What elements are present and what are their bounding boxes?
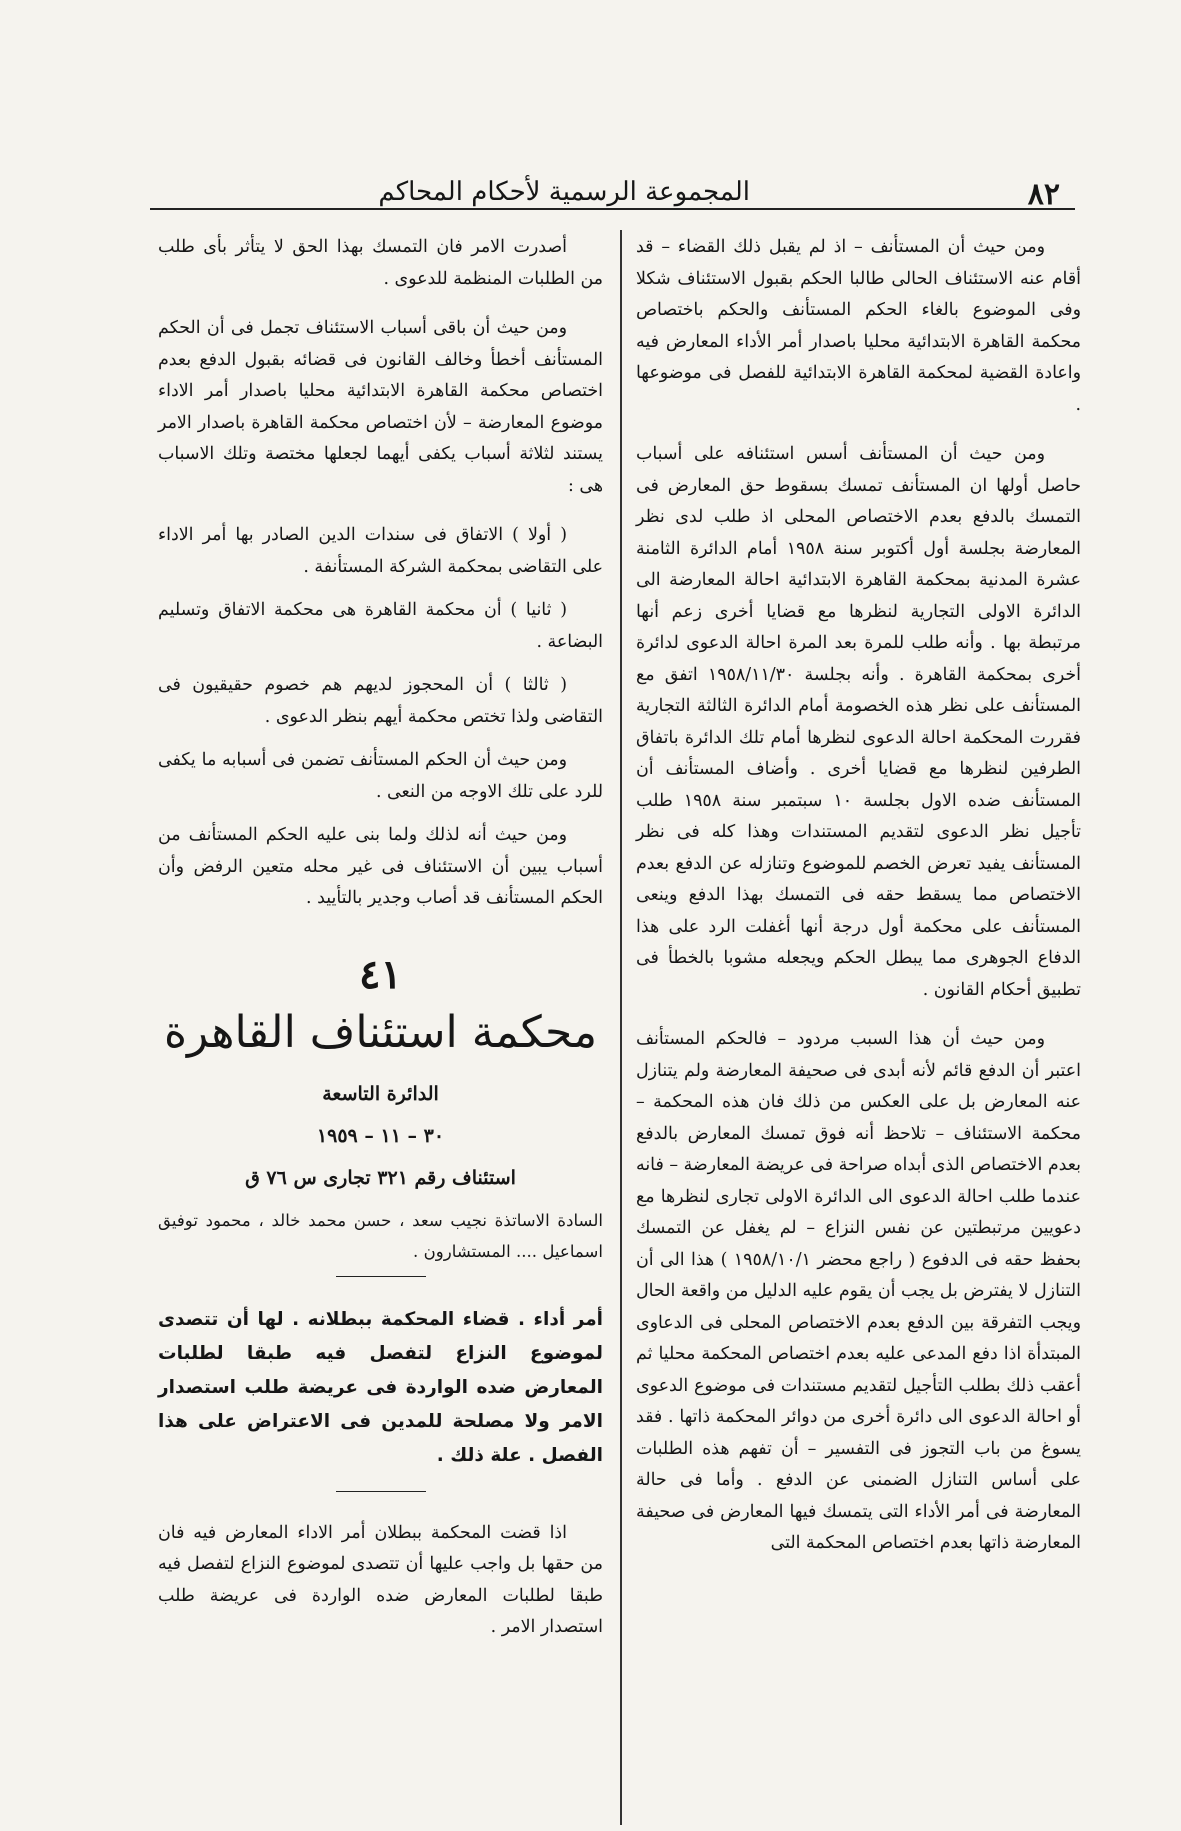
header-rule: [150, 208, 1075, 210]
paragraph: ومن حيث أن هذا السبب مردود – فالحكم المستأنف اعتبر أن الدفع قائم لأنه أبدى فى صحيفة المعارضة ولم يتنازل عنه المعارض بل على العكس من ذلك فان هذه المحكمة – محكمة الاستئناف – تلاحظ أنه فوق تمسك المعارض بالدفع بعدم الاختصاص الذى أبداه صراحة فى عريضة المعارضة – فانه عندما طلب احالة الدعوى الى الدائرة الاولى تجارى لنظرها مع دعويين مرتبطتين عن نفس النزاع – لم يغفل عن التمسك بحفظ حقه فى الدفوع ( راجع محضر ١٩٥٨/١٠/١ ) هذا الى أن التنازل لا يفترض بل يجب أن يقوم عليه الدليل من واقعة الحال ويجب التفرقة بين الدفع بعدم الاختصاص المحلى فى الدعاوى المبتدأة اذا دفع المدعى عليه بعدم اختصاص المحكمة محليا ثم أعقب ذلك بطلب التأجيل لتقديم مستندات فى موضوع الدعوى أو احالة الدعوى الى دائرة أخرى من دوائر المحكمة ذاتها . فقد يسوغ من باب التجوز فى التفسير – أن تفهم هذه الطلبات على أساس التنازل الضمنى عن الدفع . وأما فى حالة المعارضة فى أمر الأداء التى يتمسك فيها المعارض فى صحيفة المعارضة ذاتها بعدم اختصاص المحكمة التى: [636, 1029, 1081, 1553]
separator-rule: [336, 1276, 426, 1277]
paragraph: ومن حيث أن المستأنف أسس استئنافه على أسباب حاصل أولها ان المستأنف تمسك بسقوط حق المعارض فى التمسك بالدفع بعدم الاختصاص المحلى اذ طلب لدى نظر المعارضة بجلسة أول أكتوبر سنة ١٩٥٨ أمام الدائرة الثامنة عشرة المدنية بمحكمة القاهرة الابتدائية احالة المعارضة الى الدائرة الاولى التجارية لنظرها مع قضايا أخرى زعم أنها مرتبطة بها . وأنه طلب للمرة بعد المرة احالة الدعوى لدائرة أخرى بمحكمة القاهرة . وأنه بجلسة ١٩٥٨/١١/٣٠ اتفق مع المستأنف على نظر هذه الخصومة أمام الدائرة الثالثة التجارية فقررت المحكمة احالة الدعوى لنظرها أمام تلك الدائرة باتفاق الطرفين لنظرها مع قضايا أخرى . وأضاف المستأنف أن المستأنف ضده الاول بجلسة ١٠ سبتمبر سنة ١٩٥٨ طلب تأجيل نظر الدعوى لتقديم المستندات وهذا كله فى نظر المستأنف يفيد تعرض الخصم للموضوع وتنازله عن الدفع بعدم الاختصاص مما يسقط حقه فى التمسك بهذا الدفع وينعى المستأنف على محكمة أول درجة أنها أغفلت الرد على هذا الدفاع الجوهرى مما يبطل الحكم ويجعله مشوبا بالخطأ فى تطبيق أحكام القانون .: [636, 444, 1081, 1000]
case-number: ٤١: [359, 950, 402, 998]
separator-rule: [336, 1491, 426, 1492]
column-divider: [620, 230, 622, 1825]
court-name: محكمة استئناف القاهرة: [163, 1006, 598, 1058]
headnote: أمر أداء . قضاء المحكمة ببطلانه . لها أن تتصدى لموضوع النزاع لتفصل فيه طبقا لطلبات المعارض ضده الواردة فى عريضة طلب استصدار الامر ولا مصلحة للمدين فى الاعتراض على هذا الفصل . علة ذلك .: [158, 1308, 603, 1466]
judgment-date: ٣٠ – ١١ – ١٩٥٩: [316, 1124, 445, 1147]
judges-list: السادة الاساتذة نجيب سعد ، حسن محمد خالد ، محمود توفيق اسماعيل .... المستشارون .: [158, 1210, 603, 1261]
circuit-name: الدائرة التاسعة: [322, 1082, 439, 1105]
paragraph: ومن حيث أن باقى أسباب الاستئناف تجمل فى أن الحكم المستأنف أخطأ وخالف القانون فى قضائه بقبول الدفع بعدم اختصاص محكمة القاهرة الابتدائية محليا باصدار أمر الاداء موضوع المعارضة – لأن اختصاص محكمة القاهرة باصدار الامر يستند لثلاثة أسباب يكفى أيهما لجعلها مختصة وتلك الاسباب هى :: [158, 318, 603, 496]
page-number: ٨٢: [1027, 177, 1060, 212]
paragraph: ومن حيث أن المستأنف – اذ لم يقبل ذلك القضاء – قد أقام عنه الاستئناف الحالى طالبا الحكم بقبول الاستئناف شكلا وفى الموضوع بالغاء الحكم المستأنف والحكم باختصاص محكمة القاهرة الابتدائية محليا باصدار أمر الأداء المعارض فيه واعادة القضية لمحكمة القاهرة الابتدائية للفصل فى موضوعها .: [636, 237, 1081, 415]
paragraph: ( ثالثا ) أن المحجوز لديهم هم خصوم حقيقيون فى التقاضى ولذا تختص محكمة أيهم بنظر الدعوى .: [158, 675, 603, 727]
paragraph: ومن حيث أن الحكم المستأنف تضمن فى أسبابه ما يكفى للرد على تلك الاوجه من النعى .: [158, 750, 603, 802]
paragraph: ومن حيث أنه لذلك ولما بنى عليه الحكم المستأنف من أسباب يبين أن الاستئناف فى غير محله متعين الرفض وأن الحكم المستأنف قد أصاب وجدير بالتأييد .: [158, 825, 603, 908]
paragraph: ( ثانيا ) أن محكمة القاهرة هى محكمة الاتفاق وتسليم البضاعة .: [158, 600, 603, 652]
appeal-number: استئناف رقم ٣٢١ تجارى س ٧٦ ق: [245, 1166, 516, 1189]
paragraph: اذا قضت المحكمة ببطلان أمر الاداء المعارض فيه فان من حقها بل واجب عليها أن تتصدى لموضوع النزاع لتفصل فيه طبقا لطلبات المعارض ضده الواردة فى عريضة طلب استصدار الامر .: [158, 1522, 603, 1637]
left-column: [158, 232, 603, 1662]
paragraph: أصدرت الامر فان التمسك بهذا الحق لا يتأثر بأى طلب من الطلبات المنظمة للدعوى .: [158, 237, 603, 289]
right-column: [636, 232, 1081, 1578]
running-title: المجموعة الرسمية لأحكام المحاكم: [378, 177, 750, 207]
paragraph: ( أولا ) الاتفاق فى سندات الدين الصادر بها أمر الاداء على التقاضى بمحكمة الشركة المستأنفة .: [158, 525, 603, 577]
